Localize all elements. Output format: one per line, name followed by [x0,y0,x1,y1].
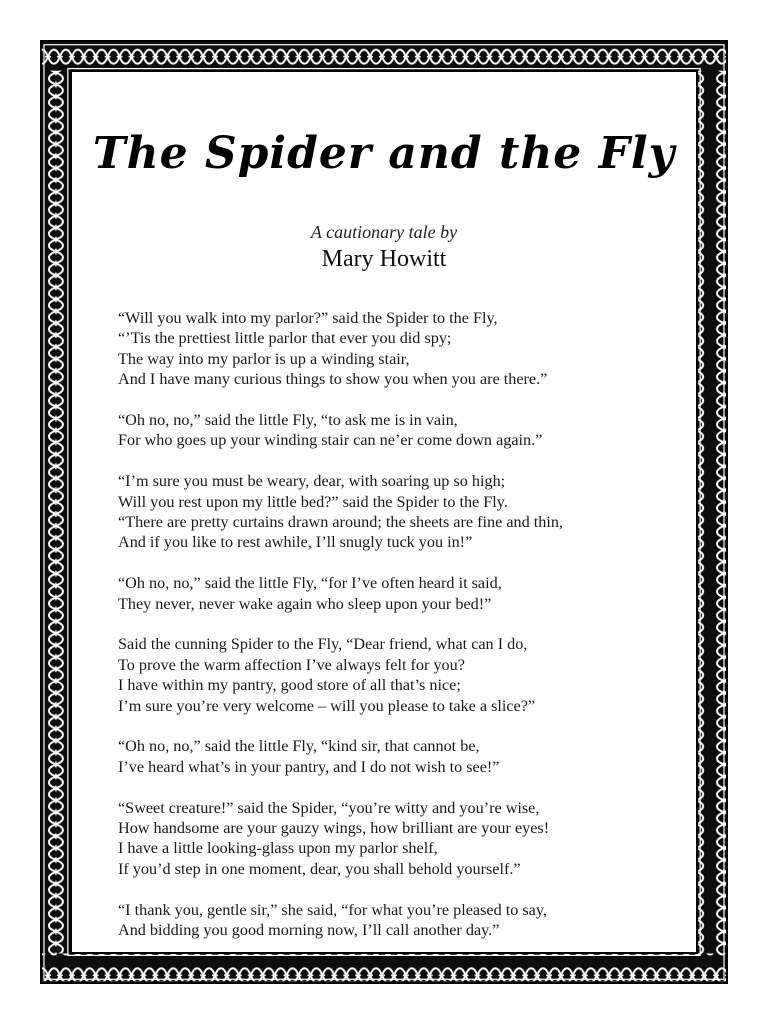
poem-line: I have a little looking-glass upon my parlor shelf, [118,839,438,858]
stanza [118,736,678,777]
poem-author: Mary Howitt [321,246,447,272]
poem-line: “Will you walk into my parlor?” said the Spider to the Fly, [118,309,498,327]
stanza [118,573,678,614]
stanza [118,634,678,716]
poem-line: I’m sure you’re very welcome – will you please to take a slice?” [118,696,536,715]
poem-line: And if you like to rest awhile, I’ll snugly tuck you in!” [118,533,473,552]
poem-line: “’Tis the prettiest little parlor that ever you did spy; [118,329,452,348]
poem-line: “Oh no, no,” said the little Fly, “kind sir, that cannot be, [118,737,480,756]
poem-line: “Oh no, no,” said the little Fly, “for I’ve often heard it said, [118,574,502,593]
poem-line: “Sweet creature!” said the Spider, “you’re witty and you’re wise, [118,798,540,817]
poem-line: “Oh no, no,” said the little Fly, “to ask me is in vain, [118,411,458,430]
poem-line: I have within my pantry, good store of all that’s nice; [118,676,461,695]
poem-line: The way into my parlor is up a winding stair, [118,349,410,368]
poem-line: I’ve heard what’s in your pantry, and I do not wish to see!” [118,757,500,776]
poem-subtitle: A cautionary tale by [310,222,458,242]
poem-title: The Spider and the Fly [92,128,676,179]
stanza [118,798,678,880]
poem-line: “I’m sure you must be weary, dear, with soaring up so high; [118,472,506,491]
poem-line: If you’d step in one moment, dear, you shall behold yourself.” [118,859,521,878]
celtic-knot-border [40,40,728,984]
poem-line: “I thank you, gentle sir,” she said, “for what you’re pleased to say, [118,900,547,919]
poem-body [118,308,678,961]
stanza [118,471,678,553]
stanza [118,900,678,941]
poem-line: And bidding you good morning now, I’ll call another day.” [118,921,500,940]
poem-line: For who goes up your winding stair can ne’er come down again.” [118,431,543,450]
poem-line: How handsome are your gauzy wings, how brilliant are your eyes! [118,819,550,838]
poem-line: “There are pretty curtains drawn around; the sheets are fine and thin, [118,513,563,532]
poem-line: Will you rest upon my little bed?” said the Spider to the Fly. [118,492,508,511]
poem-line: Said the cunning Spider to the Fly, “Dear friend, what can I do, [118,635,528,654]
poem-line: And I have many curious things to show you when you are there.” [118,370,548,389]
stanza [118,410,678,451]
poem-line: They never, never wake again who sleep upon your bed!” [118,594,492,613]
stanza [118,308,678,390]
poem-line: To prove the warm affection I’ve always felt for you? [118,655,465,674]
page-content [70,70,698,954]
